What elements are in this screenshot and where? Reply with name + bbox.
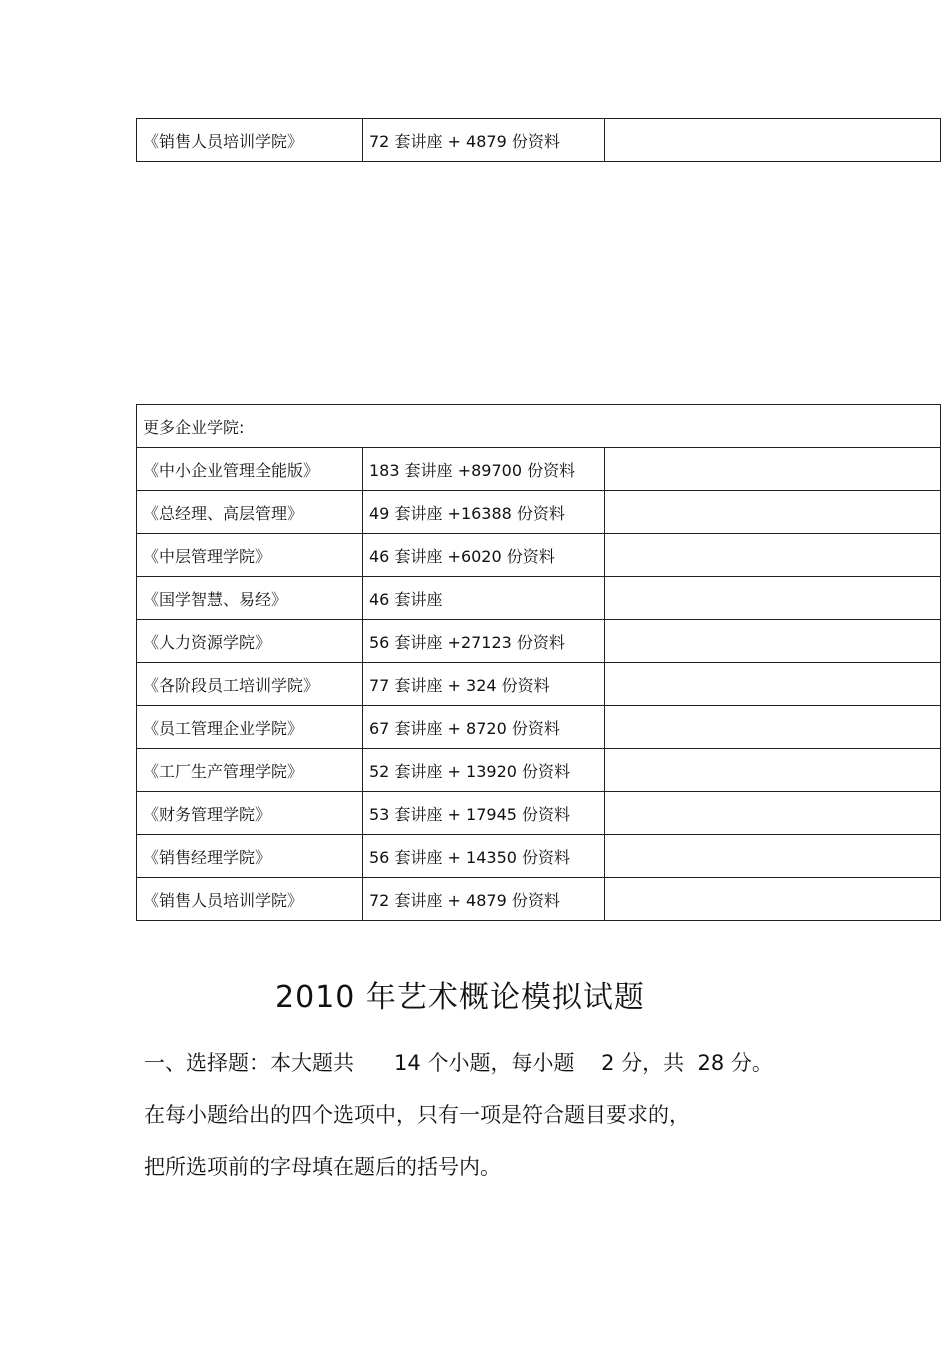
table-row <box>137 577 941 620</box>
exam-title: 2010 年艺术概论模拟试题 <box>275 980 645 1015</box>
academy-name-cell: 《销售人员培训学院》 <box>137 878 363 921</box>
academy-extra-cell <box>605 491 941 534</box>
academy-extra-cell <box>605 534 941 577</box>
academy-content-cell: 56 套讲座 +27123 份资料 <box>363 620 605 663</box>
academy-name-cell: 《各阶段员工培训学院》 <box>137 663 363 706</box>
academy-name-cell: 《中层管理学院》 <box>137 534 363 577</box>
table-row <box>137 534 941 577</box>
table-row <box>137 620 941 663</box>
academy-extra-cell <box>605 663 941 706</box>
top-course-table-body <box>137 119 941 162</box>
academy-extra-cell <box>605 577 941 620</box>
academy-content-cell: 67 套讲座 + 8720 份资料 <box>363 706 605 749</box>
instruction-line-3: 把所选项前的字母填在题后的括号内。 <box>144 1155 501 1179</box>
academy-name-cell: 《工厂生产管理学院》 <box>137 749 363 792</box>
table-header-row <box>137 405 941 448</box>
academy-extra-cell <box>605 792 941 835</box>
academy-name-cell: 《人力资源学院》 <box>137 620 363 663</box>
table-row <box>137 706 941 749</box>
more-academies-table-body <box>137 405 941 921</box>
academy-extra-cell <box>605 620 941 663</box>
academy-name-cell: 《员工管理企业学院》 <box>137 706 363 749</box>
academy-content-cell: 77 套讲座 + 324 份资料 <box>363 663 605 706</box>
academy-content-cell: 56 套讲座 + 14350 份资料 <box>363 835 605 878</box>
academy-name-cell: 《国学智慧、易经》 <box>137 577 363 620</box>
academy-content-cell: 72 套讲座 + 4879 份资料 <box>363 878 605 921</box>
instruction-line-2: 在每小题给出的四个选项中，只有一项是符合题目要求的， <box>144 1103 690 1127</box>
academy-extra-cell <box>605 749 941 792</box>
academy-content-cell: 49 套讲座 +16388 份资料 <box>363 491 605 534</box>
top-course-table <box>136 118 941 162</box>
more-academies-header: 更多企业学院: <box>137 405 941 448</box>
academy-content-cell: 52 套讲座 + 13920 份资料 <box>363 749 605 792</box>
table-row <box>137 491 941 534</box>
more-academies-table <box>136 404 941 921</box>
academy-content-cell: 46 套讲座 <box>363 577 605 620</box>
table-row <box>137 792 941 835</box>
table-row <box>137 119 941 162</box>
academy-extra-cell <box>605 706 941 749</box>
table-row <box>137 878 941 921</box>
academy-name-cell: 《总经理、高层管理》 <box>137 491 363 534</box>
academy-extra-cell <box>605 448 941 491</box>
table-row <box>137 835 941 878</box>
academy-content-cell: 46 套讲座 +6020 份资料 <box>363 534 605 577</box>
table-row <box>137 749 941 792</box>
academy-name-cell: 《销售经理学院》 <box>137 835 363 878</box>
table-row <box>137 663 941 706</box>
academy-content-cell: 183 套讲座 +89700 份资料 <box>363 448 605 491</box>
academy-extra-cell <box>605 119 941 162</box>
academy-name-cell: 《财务管理学院》 <box>137 792 363 835</box>
academy-name-cell: 《销售人员培训学院》 <box>137 119 363 162</box>
academy-name-cell: 《中小企业管理全能版》 <box>137 448 363 491</box>
academy-extra-cell <box>605 835 941 878</box>
instruction-line-1: 一、选择题：本大题共 14 个小题，每小题 2 分，共 28 分。 <box>144 1051 773 1075</box>
academy-content-cell: 72 套讲座 + 4879 份资料 <box>363 119 605 162</box>
table-row <box>137 448 941 491</box>
academy-content-cell: 53 套讲座 + 17945 份资料 <box>363 792 605 835</box>
academy-extra-cell <box>605 878 941 921</box>
